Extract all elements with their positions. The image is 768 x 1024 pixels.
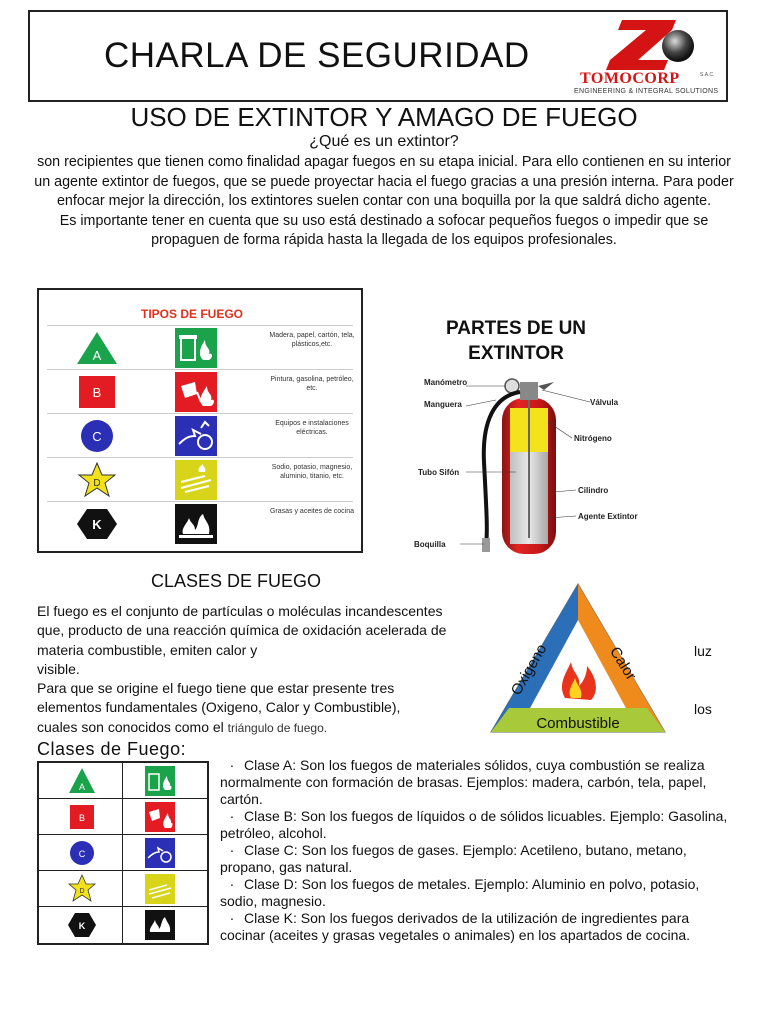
clase-a-text: Clase A: Son los fuegos de materiales sólidos, cuya combustión se realiza normalmente con formación de brasas. Ejemplos: madera, carbón, tela, papel, cartón. bbox=[220, 757, 707, 807]
svg-text:C: C bbox=[92, 429, 102, 444]
fuego-text-1: El fuego es el conjunto de partículas o moléculas incandescentes que, producto de una reacción química de oxidación acelerada de materia combustible, emiten calor y bbox=[37, 603, 447, 658]
fuego-text-3: cuales son conocidos como el bbox=[37, 718, 224, 735]
svg-text:K: K bbox=[78, 921, 86, 931]
bullet: · bbox=[229, 842, 235, 858]
label-nitrogeno: Nitrógeno bbox=[574, 434, 612, 443]
fuego-description bbox=[37, 602, 449, 738]
clase-d-text: Clase D: Son los fuegos de metales. Ejemplo: Aluminio en polvo, potasio, sodio, magnesio. bbox=[220, 876, 700, 909]
bullet: · bbox=[229, 876, 235, 892]
class-k-hexagon-icon bbox=[67, 910, 97, 940]
intro-paragraph-1: son recipientes que tienen como finalidad apagar fuegos en su etapa inicial. Para ello contienen en su interior un agente extintor de fuegos, que se puede proyectar hacia el fuego gracias a una presión interna. Para poder enfocar mejor la dirección, los extintores suelen contar con una boquilla por la que saldrá dicho agente. bbox=[34, 154, 734, 210]
class-k-hexagon-icon bbox=[75, 506, 119, 542]
class-d-star-icon bbox=[75, 462, 119, 498]
svg-text:B: B bbox=[92, 385, 102, 400]
svg-text:B: B bbox=[78, 813, 86, 823]
grid-row-b bbox=[39, 799, 207, 835]
partes-title-line-2: EXTINTOR bbox=[468, 343, 564, 364]
clases-title: CLASES DE FUEGO bbox=[151, 571, 322, 591]
logo-emblem-icon bbox=[550, 14, 728, 74]
main-title: USO DE EXTINTOR Y AMAGO DE FUEGO bbox=[130, 102, 638, 132]
tipo-desc-d: Sodio, potasio, magnesio, aluminio, titanio, etc. bbox=[271, 464, 353, 480]
tipo-row-a bbox=[47, 325, 353, 369]
class-b-square-icon bbox=[67, 802, 97, 832]
tipos-de-fuego-table bbox=[37, 288, 363, 553]
clase-c-text: Clase C: Son los fuegos de gases. Ejemplo: Acetileno, butano, metano, propano, gas natural. bbox=[220, 842, 687, 875]
grid-row-k bbox=[39, 907, 207, 943]
fuego-text-luz: luz bbox=[694, 643, 712, 659]
list-item bbox=[220, 876, 735, 910]
logo-suffix: S.A.C. bbox=[700, 72, 715, 78]
question-heading: ¿Qué es un extintor? bbox=[309, 133, 459, 150]
electric-fire-icon bbox=[175, 416, 217, 456]
metal-fire-icon bbox=[175, 460, 217, 500]
metal-fire-icon bbox=[145, 874, 175, 904]
liquid-fire-icon bbox=[145, 802, 175, 832]
svg-text:K: K bbox=[92, 517, 102, 532]
clase-k-text: Clase K: Son los fuegos derivados de la utilización de ingredientes para cocinar (aceites y grasas vegetales o animales) en los apartados de cocina. bbox=[220, 910, 691, 943]
label-cilindro: Cilindro bbox=[578, 486, 609, 495]
fuego-text-los: los bbox=[694, 701, 712, 717]
intro-paragraph-2: Es importante tener en cuenta que su uso está destinado a sofocar pequeños fuegos o impedir que se propaguen de forma rápida hasta la llegada de los equipos profesionales. bbox=[59, 212, 709, 249]
tipo-row-c bbox=[47, 413, 353, 457]
bullet: · bbox=[229, 757, 235, 773]
svg-text:D: D bbox=[79, 888, 85, 895]
svg-text:A: A bbox=[92, 348, 102, 363]
triangle-oxigeno-label: Oxigeno bbox=[507, 641, 551, 699]
svg-text:D: D bbox=[93, 478, 101, 489]
list-item bbox=[220, 808, 735, 842]
label-valvula: Válvula bbox=[590, 398, 619, 407]
class-d-star-icon bbox=[67, 874, 97, 904]
fire-triangle-diagram bbox=[487, 580, 669, 735]
bullet: · bbox=[229, 910, 235, 926]
triangle-calor-label: Calor bbox=[606, 643, 640, 684]
tipo-desc-c: Equipos e instalaciones eléctricas. bbox=[275, 420, 349, 436]
kitchen-fire-icon bbox=[145, 910, 175, 940]
clases-list bbox=[220, 757, 735, 944]
tipo-desc-a: Madera, papel, cartón, tela, plásticos,etc. bbox=[269, 332, 355, 348]
fuego-text-visible: visible. bbox=[37, 660, 80, 677]
tipo-desc-k: Grasas y aceites de cocina bbox=[269, 508, 355, 515]
svg-text:C: C bbox=[78, 849, 86, 859]
class-b-square-icon bbox=[75, 374, 119, 410]
intro-text bbox=[30, 153, 738, 251]
trash-fire-icon bbox=[145, 766, 175, 796]
fuego-text-2: Para que se origine el fuego tiene que estar presente tres elementos fundamentales (Oxigeno, Calor y Combustible), bbox=[37, 680, 401, 716]
tomocorp-logo bbox=[550, 14, 728, 100]
trash-fire-icon bbox=[175, 328, 217, 368]
page-title: CHARLA DE SEGURIDAD bbox=[104, 36, 530, 75]
tipo-row-b bbox=[47, 369, 353, 413]
class-c-circle-icon bbox=[67, 838, 97, 868]
class-c-circle-icon bbox=[75, 418, 119, 454]
triangle-combustible-label: Combustible bbox=[536, 715, 620, 732]
bullet: · bbox=[229, 808, 235, 824]
logo-tagline: ENGINEERING & INTEGRAL SOLUTIONS bbox=[574, 88, 719, 95]
label-manometro: Manómetro bbox=[424, 378, 468, 387]
list-item bbox=[220, 757, 735, 808]
label-boquilla: Boquilla bbox=[414, 540, 446, 549]
clases-subheading: Clases de Fuego: bbox=[37, 739, 187, 759]
extinguisher-illustration bbox=[404, 312, 684, 562]
label-agente-extintor: Agente Extintor bbox=[578, 512, 638, 521]
header-box bbox=[28, 10, 728, 102]
partes-title-line-1: PARTES DE UN bbox=[445, 318, 587, 339]
electric-fire-icon bbox=[145, 838, 175, 868]
list-item bbox=[220, 910, 735, 944]
clases-icon-grid bbox=[37, 761, 209, 945]
tipos-title: TIPOS DE FUEGO bbox=[141, 307, 244, 321]
triangulo-link: triángulo de fuego bbox=[227, 720, 324, 735]
kitchen-fire-icon bbox=[175, 504, 217, 544]
svg-text:A: A bbox=[78, 782, 86, 792]
grid-row-a bbox=[39, 763, 207, 799]
clase-b-text: Clase B: Son los fuegos de líquidos o de sólidos licuables. Ejemplo: Gasolina, petróleo, alcohol. bbox=[220, 808, 728, 841]
list-item bbox=[220, 842, 735, 876]
label-manguera: Manguera bbox=[424, 400, 462, 409]
triangulo-period: . bbox=[323, 720, 328, 735]
class-a-triangle-icon bbox=[75, 330, 119, 366]
class-a-triangle-icon bbox=[67, 766, 97, 796]
label-tubo-sifon: Tubo Sifón bbox=[418, 468, 460, 477]
liquid-fire-icon bbox=[175, 372, 217, 412]
partes-extintor-diagram bbox=[404, 312, 684, 562]
tipo-desc-b: Pintura, gasolina, petróleo, etc. bbox=[270, 376, 354, 392]
tipo-row-d bbox=[47, 457, 353, 501]
grid-row-c bbox=[39, 835, 207, 871]
tipo-row-k bbox=[47, 501, 353, 545]
grid-row-d bbox=[39, 871, 207, 907]
logo-name: TOMOCORP bbox=[580, 70, 680, 87]
